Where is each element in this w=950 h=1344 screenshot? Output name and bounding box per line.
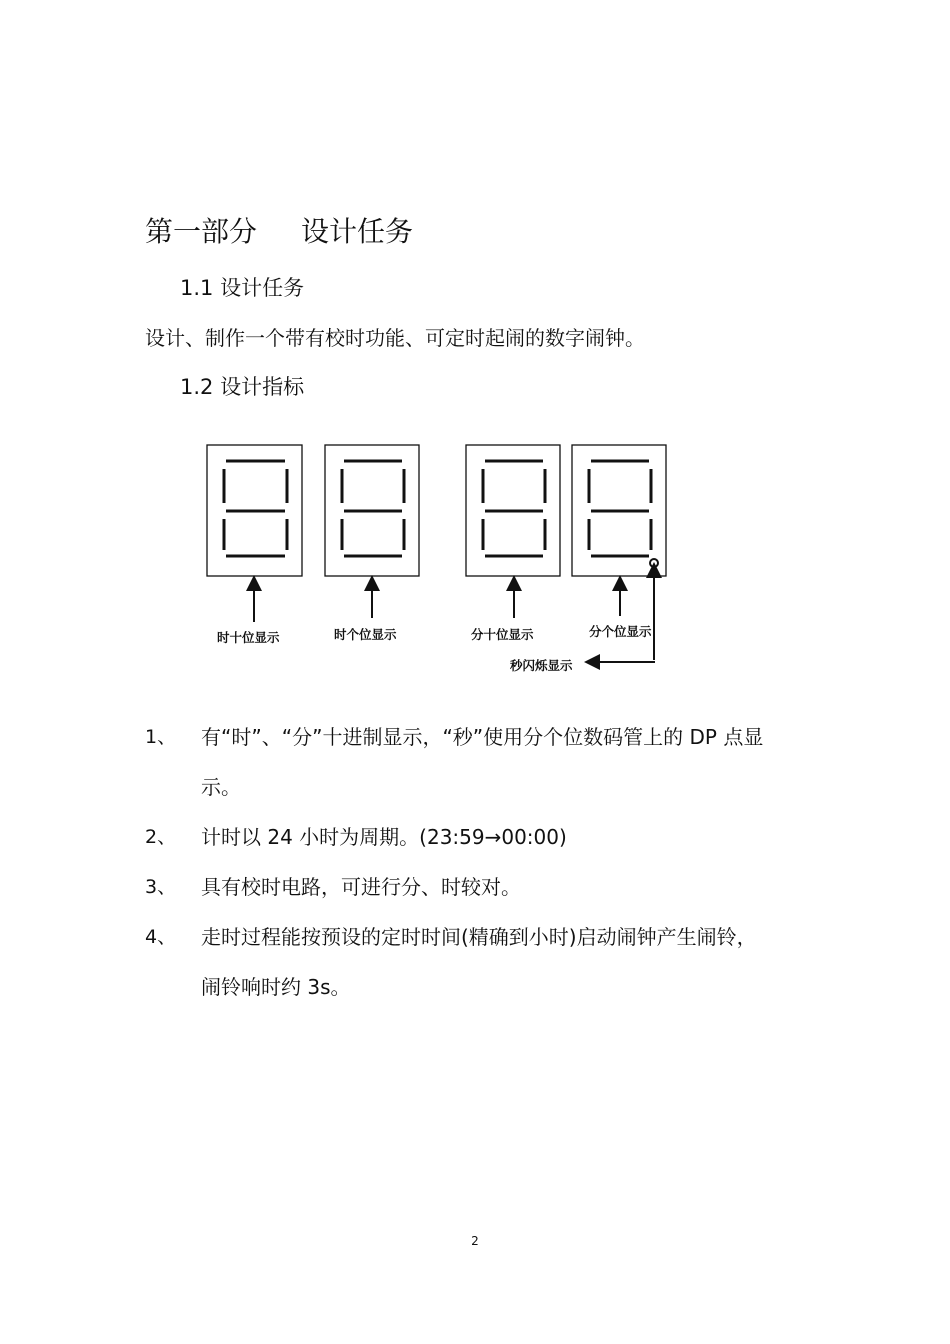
dp-dot-icon [650, 559, 658, 567]
digit-display-minute-ones [572, 445, 666, 576]
section-1-1-heading: 1.1 设计任务 [180, 276, 305, 300]
second-blink-label: 秒闪烁显示 [510, 658, 573, 673]
list-item-2-number: 2、 [145, 826, 177, 848]
list-item-4-number: 4、 [145, 926, 177, 948]
digit-display-minute-tens [466, 445, 560, 576]
list-item-1-line1: 有“时”、“分”十进制显示，“秒”使用分个位数码管上的 DP 点显 [201, 725, 764, 749]
digit-display-hour-tens [207, 445, 302, 576]
part-label: 第一部分 [145, 215, 258, 248]
list-item-1-line2: 示。 [201, 775, 241, 799]
list-item-2-line1: 计时以 24 小时为周期。(23:59→00:00) [201, 825, 567, 849]
section-1-1-body: 设计、制作一个带有校时功能、可定时起闹的数字闹钟。 [145, 326, 645, 350]
digit-label-hour-tens: 时十位显示 [217, 630, 280, 645]
list-item-3-line1: 具有校时电路，可进行分、时较对。 [201, 875, 521, 899]
digit-label-minute-ones: 分个位显示 [589, 624, 652, 639]
page-number: 2 [471, 1234, 479, 1248]
digit-label-minute-tens: 分十位显示 [471, 627, 534, 642]
list-item-3-number: 3、 [145, 876, 177, 898]
digit-label-hour-ones: 时个位显示 [334, 627, 397, 642]
part-title-text: 设计任务 [301, 215, 414, 248]
section-1-2-heading: 1.2 设计指标 [180, 375, 305, 399]
list-item-1-number: 1、 [145, 726, 177, 748]
list-item-4-line1: 走时过程能按预设的定时时间(精确到小时)启动闹钟产生闹铃， [201, 925, 757, 949]
digit-display-hour-ones [325, 445, 419, 576]
list-item-4-line2: 闹铃响时约 3s。 [201, 975, 351, 999]
